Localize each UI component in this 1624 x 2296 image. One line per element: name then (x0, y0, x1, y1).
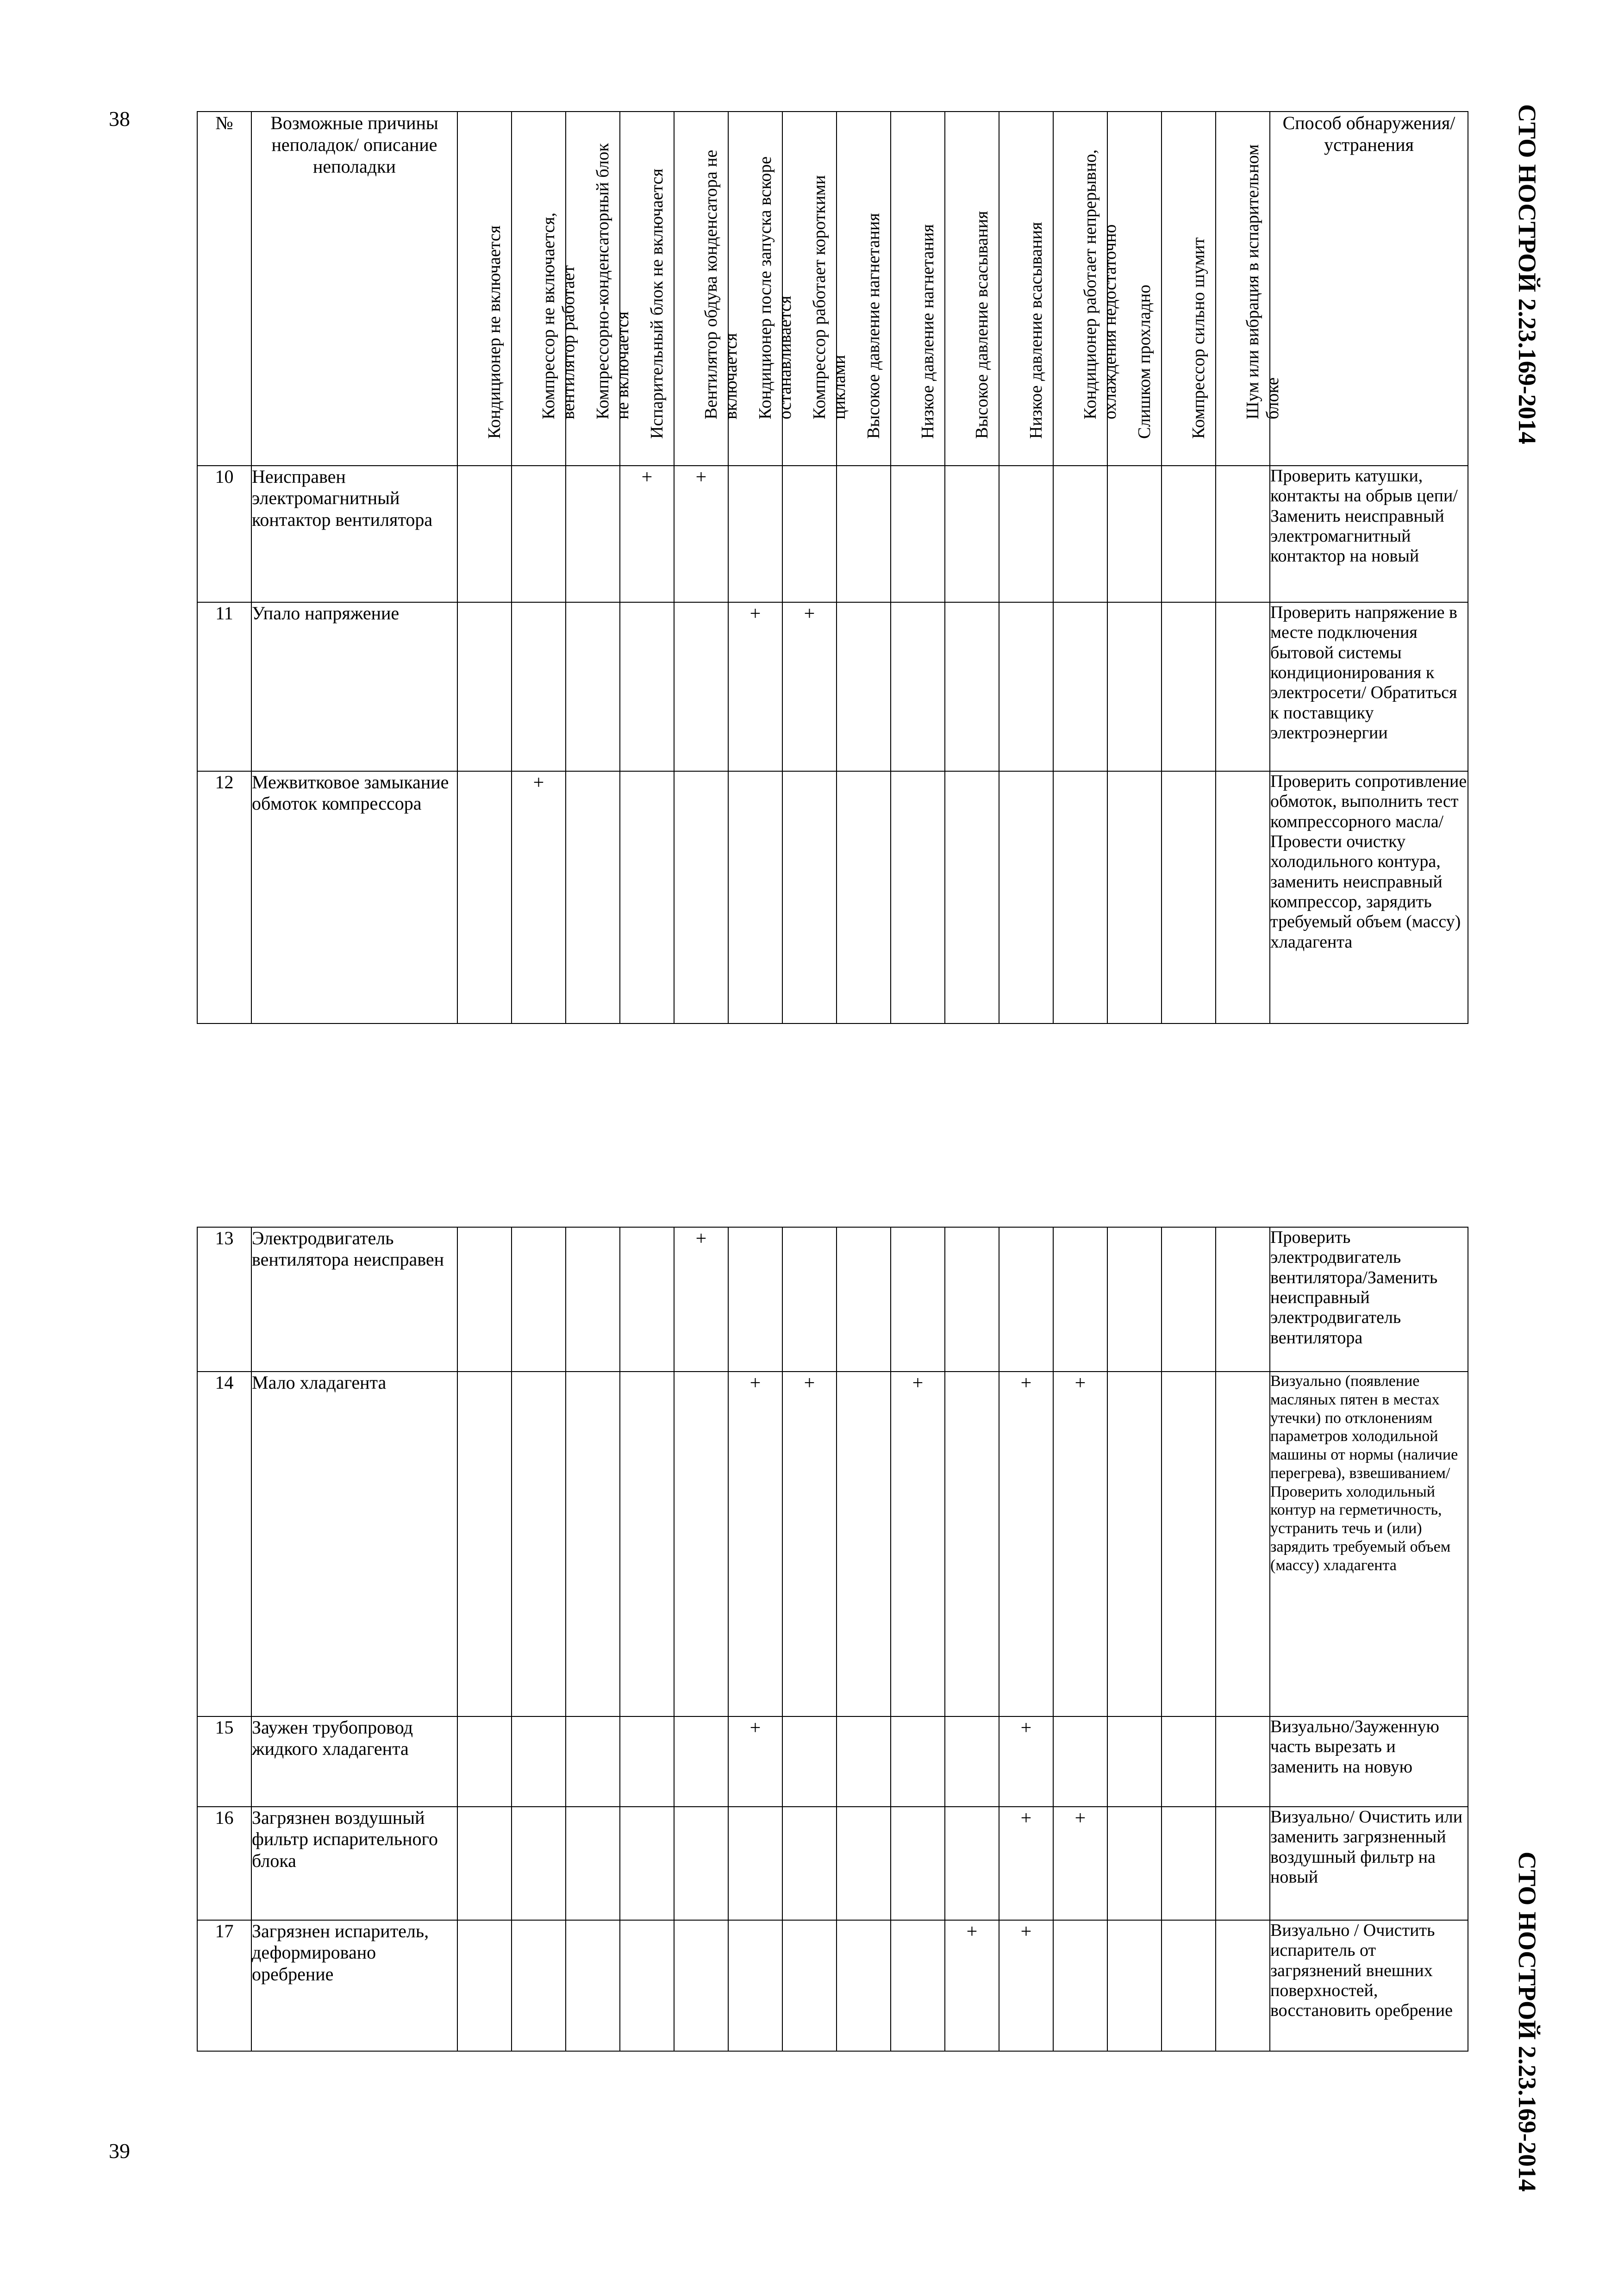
symptom-cell (674, 466, 728, 602)
header-symptom-13 (1107, 112, 1162, 466)
symptom-cell (566, 1227, 620, 1372)
symptom-cell (728, 1372, 782, 1716)
symptom-cell (512, 771, 566, 1023)
symptom-cell (999, 771, 1053, 1023)
symptom-mark: + (1020, 1808, 1032, 1829)
header-symptom-label: Компрессор сильно шумит (1188, 237, 1208, 439)
symptom-cell (728, 466, 782, 602)
symptom-cell (728, 1920, 782, 2051)
symptom-cell (837, 466, 891, 602)
header-symptom-3 (566, 112, 632, 466)
row-number: 14 (197, 1372, 251, 1716)
symptom-cell (1216, 1920, 1270, 2051)
header-symptom-5 (674, 112, 741, 466)
table-row (197, 771, 1468, 1023)
symptom-mark: + (641, 467, 653, 488)
header-symptom-label: Низкое давление нагнетания (918, 224, 937, 439)
symptom-cell (1107, 771, 1162, 1023)
symptom-cell (620, 1716, 674, 1807)
symptom-cell (782, 1372, 837, 1716)
symptom-cell (674, 1227, 728, 1372)
symptom-mark: + (695, 1228, 707, 1249)
symptom-cell (1162, 1920, 1216, 2051)
symptom-cell (1162, 771, 1216, 1023)
symptom-cell (999, 1227, 1053, 1372)
symptom-cell (512, 1807, 566, 1920)
row-cause: Электродвигатель вентилятора неисправен (251, 1227, 457, 1372)
symptom-cell (674, 771, 728, 1023)
row-cause: Упало напряжение (251, 602, 457, 771)
symptom-cell (1162, 466, 1216, 602)
symptom-cell (1162, 1807, 1216, 1920)
symptom-cell (674, 1920, 728, 2051)
symptom-cell (999, 1920, 1053, 2051)
symptom-cell (782, 1227, 837, 1372)
faults-table-bottom (197, 1227, 1468, 2052)
symptom-mark: + (533, 772, 544, 793)
symptom-cell (837, 602, 891, 771)
symptom-cell (891, 466, 945, 602)
table-row (197, 1716, 1468, 1807)
header-symptom-label: Компрессор не включается, вентилятор работает (538, 212, 578, 419)
symptom-cell (1107, 602, 1162, 771)
header-symptom-label: Кондиционер работает непрерывно, охлаждения недостаточно (1080, 149, 1120, 419)
symptom-cell (728, 771, 782, 1023)
header-cause: Возможные причины неполадок/ описание неполадки (251, 112, 457, 466)
symptom-cell (891, 1920, 945, 2051)
header-symptom-15 (1216, 112, 1282, 466)
symptom-cell (1053, 602, 1107, 771)
symptom-cell (728, 1807, 782, 1920)
symptom-mark: + (750, 603, 761, 624)
symptom-cell (512, 1227, 566, 1372)
symptom-cell (457, 1920, 512, 2051)
row-cause: Загрязнен воздушный фильтр испарительного блока (251, 1807, 457, 1920)
page-number-right: 39 (109, 2139, 130, 2163)
symptom-cell (945, 602, 999, 771)
symptom-cell (728, 1227, 782, 1372)
symptom-cell (1216, 771, 1270, 1023)
symptom-cell (999, 602, 1053, 771)
symptom-cell (1107, 1807, 1162, 1920)
symptom-mark: + (1020, 1921, 1032, 1942)
symptom-mark: + (966, 1921, 978, 1942)
header-symptom-10 (945, 112, 999, 466)
symptom-cell (945, 1372, 999, 1716)
symptom-cell (999, 1716, 1053, 1807)
symptom-cell (512, 466, 566, 602)
symptom-cell (891, 1716, 945, 1807)
symptom-cell (566, 1807, 620, 1920)
table-header-row (197, 112, 1468, 466)
header-symptom-1 (457, 112, 512, 466)
header-symptom-label: Высокое давление нагнетания (863, 213, 883, 439)
symptom-mark: + (804, 603, 815, 624)
row-number: 17 (197, 1920, 251, 2051)
symptom-cell (512, 1920, 566, 2051)
table-row (197, 1807, 1468, 1920)
symptom-cell (782, 602, 837, 771)
header-symptom-label: Шум или вибрация в испарительном блоке (1243, 144, 1282, 419)
symptom-cell (782, 1807, 837, 1920)
symptom-cell (1053, 1227, 1107, 1372)
header-fix: Способ обнаружения/ устранения (1270, 112, 1468, 466)
symptom-cell (945, 1716, 999, 1807)
page-number-left: 38 (109, 107, 130, 131)
symptom-cell (566, 602, 620, 771)
symptom-cell (1107, 1716, 1162, 1807)
row-cause: Заужен трубопровод жидкого хладагента (251, 1716, 457, 1807)
symptom-cell (1216, 466, 1270, 602)
row-fix: Проверить напряжение в месте подключения бытовой системы кондиционирования к электросети/ Обратиться к поставщику электроэнергии (1270, 602, 1468, 771)
symptom-cell (1053, 1372, 1107, 1716)
table-row (197, 1227, 1468, 1372)
row-number: 13 (197, 1227, 251, 1372)
row-fix: Визуально (появление масляных пятен в местах утечки) по отклонениям параметров холодильной машины от нормы (наличие перегрева), взвешиванием/ Проверить холодильный контур на герметичность, устранить течь и (или) зарядить требуемый объем (массу) хладагента (1270, 1372, 1468, 1716)
symptom-cell (620, 466, 674, 602)
symptom-mark: + (1074, 1373, 1086, 1394)
symptom-cell (891, 1227, 945, 1372)
symptom-cell (1053, 771, 1107, 1023)
row-cause: Межвитковое замыкание обмоток компрессора (251, 771, 457, 1023)
symptom-cell (999, 1807, 1053, 1920)
row-number: 15 (197, 1716, 251, 1807)
symptom-cell (837, 771, 891, 1023)
row-fix: Проверить электродвигатель вентилятора/Заменить неисправный электродвигатель вентилятора (1270, 1227, 1468, 1372)
header-symptom-label: Компрессор работает короткими циклами (809, 175, 849, 419)
header-symptom-7 (782, 112, 849, 466)
symptom-cell (1053, 1920, 1107, 2051)
symptom-cell (999, 1372, 1053, 1716)
table-row (197, 466, 1468, 602)
symptom-cell (1216, 1807, 1270, 1920)
symptom-cell (512, 1372, 566, 1716)
header-symptom-9 (891, 112, 945, 466)
header-symptom-label: Слишком прохладно (1134, 285, 1154, 439)
row-number: 16 (197, 1807, 251, 1920)
symptom-cell (891, 602, 945, 771)
symptom-cell (837, 1227, 891, 1372)
symptom-mark: + (1074, 1808, 1086, 1829)
symptom-cell (837, 1807, 891, 1920)
symptom-cell (457, 771, 512, 1023)
symptom-cell (457, 1372, 512, 1716)
symptom-cell (945, 771, 999, 1023)
symptom-cell (620, 602, 674, 771)
table-row (197, 1372, 1468, 1716)
symptom-cell (566, 1716, 620, 1807)
symptom-cell (457, 1227, 512, 1372)
symptom-cell (999, 466, 1053, 602)
header-symptom-6 (728, 112, 795, 466)
symptom-mark: + (1020, 1717, 1032, 1739)
symptom-cell (674, 1716, 728, 1807)
symptom-cell (620, 1372, 674, 1716)
row-cause: Неисправен электромагнитный контактор вентилятора (251, 466, 457, 602)
header-symptom-label: Вентилятор обдува конденсатора не включается (701, 150, 741, 419)
symptom-cell (782, 1716, 837, 1807)
symptom-cell (457, 466, 512, 602)
header-symptom-8 (837, 112, 891, 466)
faults-table-top (197, 111, 1468, 1024)
symptom-cell (1107, 1920, 1162, 2051)
symptom-cell (945, 1920, 999, 2051)
symptom-cell (782, 466, 837, 602)
symptom-cell (782, 1920, 837, 2051)
symptom-cell (728, 602, 782, 771)
symptom-cell (1107, 1372, 1162, 1716)
header-symptom-label: Низкое давление всасывания (1026, 222, 1046, 439)
symptom-cell (620, 771, 674, 1023)
symptom-cell (457, 602, 512, 771)
row-number: 10 (197, 466, 251, 602)
header-symptom-4 (620, 112, 674, 466)
symptom-cell (674, 602, 728, 771)
symptom-cell (728, 1716, 782, 1807)
header-symptom-2 (512, 112, 578, 466)
symptom-mark: + (695, 467, 707, 488)
symptom-cell (457, 1807, 512, 1920)
symptom-cell (837, 1372, 891, 1716)
symptom-cell (1162, 1716, 1216, 1807)
symptom-cell (566, 771, 620, 1023)
header-symptom-label: Компрессорно-конденсаторный блок не включается (593, 143, 632, 419)
symptom-cell (1053, 1807, 1107, 1920)
symptom-cell (566, 466, 620, 602)
symptom-cell (457, 1716, 512, 1807)
symptom-cell (620, 1227, 674, 1372)
row-fix: Проверить катушки, контакты на обрыв цепи/Заменить неисправный электромагнитный контактор на новый (1270, 466, 1468, 602)
symptom-cell (891, 1807, 945, 1920)
symptom-cell (945, 1807, 999, 1920)
running-head-bottom: СТО НОСТРОЙ 2.23.169-2014 (1513, 1852, 1541, 2192)
symptom-cell (1053, 1716, 1107, 1807)
symptom-cell (1216, 602, 1270, 771)
row-fix: Проверить сопротивление обмоток, выполнить тест компрессорного масла/ Провести очистку холодильного контура, заменить неисправный компрессор, зарядить требуемый объем (массу) хладагента (1270, 771, 1468, 1023)
running-head-top: СТО НОСТРОЙ 2.23.169-2014 (1513, 104, 1541, 444)
symptom-cell (1216, 1716, 1270, 1807)
symptom-cell (891, 771, 945, 1023)
symptom-cell (837, 1716, 891, 1807)
symptom-mark: + (750, 1717, 761, 1739)
symptom-cell (1162, 602, 1216, 771)
header-symptom-label: Испарительный блок не включается (647, 168, 667, 439)
symptom-cell (620, 1807, 674, 1920)
symptom-cell (512, 602, 566, 771)
symptom-cell (1107, 1227, 1162, 1372)
symptom-cell (674, 1807, 728, 1920)
row-fix: Визуально / Очистить испаритель от загрязнений внешних поверхностей, восстановить оребрение (1270, 1920, 1468, 2051)
symptom-cell (674, 1372, 728, 1716)
header-symptom-11 (999, 112, 1053, 466)
row-cause: Загрязнен испаритель, деформировано оребрение (251, 1920, 457, 2051)
symptom-cell (1107, 466, 1162, 602)
row-cause: Мало хладагента (251, 1372, 457, 1716)
symptom-cell (566, 1372, 620, 1716)
symptom-cell (1162, 1227, 1216, 1372)
symptom-cell (620, 1920, 674, 2051)
symptom-cell (1162, 1372, 1216, 1716)
row-fix: Визуально/Зауженную часть вырезать и заменить на новую (1270, 1716, 1468, 1807)
symptom-cell (837, 1920, 891, 2051)
symptom-cell (945, 1227, 999, 1372)
symptom-mark: + (912, 1373, 924, 1394)
header-symptom-label: Кондиционер не включается (484, 225, 504, 439)
header-symptom-14 (1162, 112, 1216, 466)
header-number: № (197, 112, 251, 466)
symptom-cell (1216, 1227, 1270, 1372)
symptom-cell (566, 1920, 620, 2051)
symptom-mark: + (804, 1373, 815, 1394)
table-row (197, 1920, 1468, 2051)
table-row (197, 602, 1468, 771)
row-fix: Визуально/ Очистить или заменить загрязненный воздушный фильтр на новый (1270, 1807, 1468, 1920)
header-symptom-12 (1053, 112, 1120, 466)
symptom-cell (945, 466, 999, 602)
symptom-cell (512, 1716, 566, 1807)
symptom-cell (1053, 466, 1107, 602)
symptom-cell (1216, 1372, 1270, 1716)
header-symptom-label: Высокое давление всасывания (972, 211, 992, 439)
header-symptom-label: Кондиционер после запуска вскоре останавливается (755, 156, 795, 419)
symptom-cell (782, 771, 837, 1023)
symptom-mark: + (1020, 1373, 1032, 1394)
row-number: 11 (197, 602, 251, 771)
row-number: 12 (197, 771, 251, 1023)
symptom-cell (891, 1372, 945, 1716)
symptom-mark: + (750, 1373, 761, 1394)
